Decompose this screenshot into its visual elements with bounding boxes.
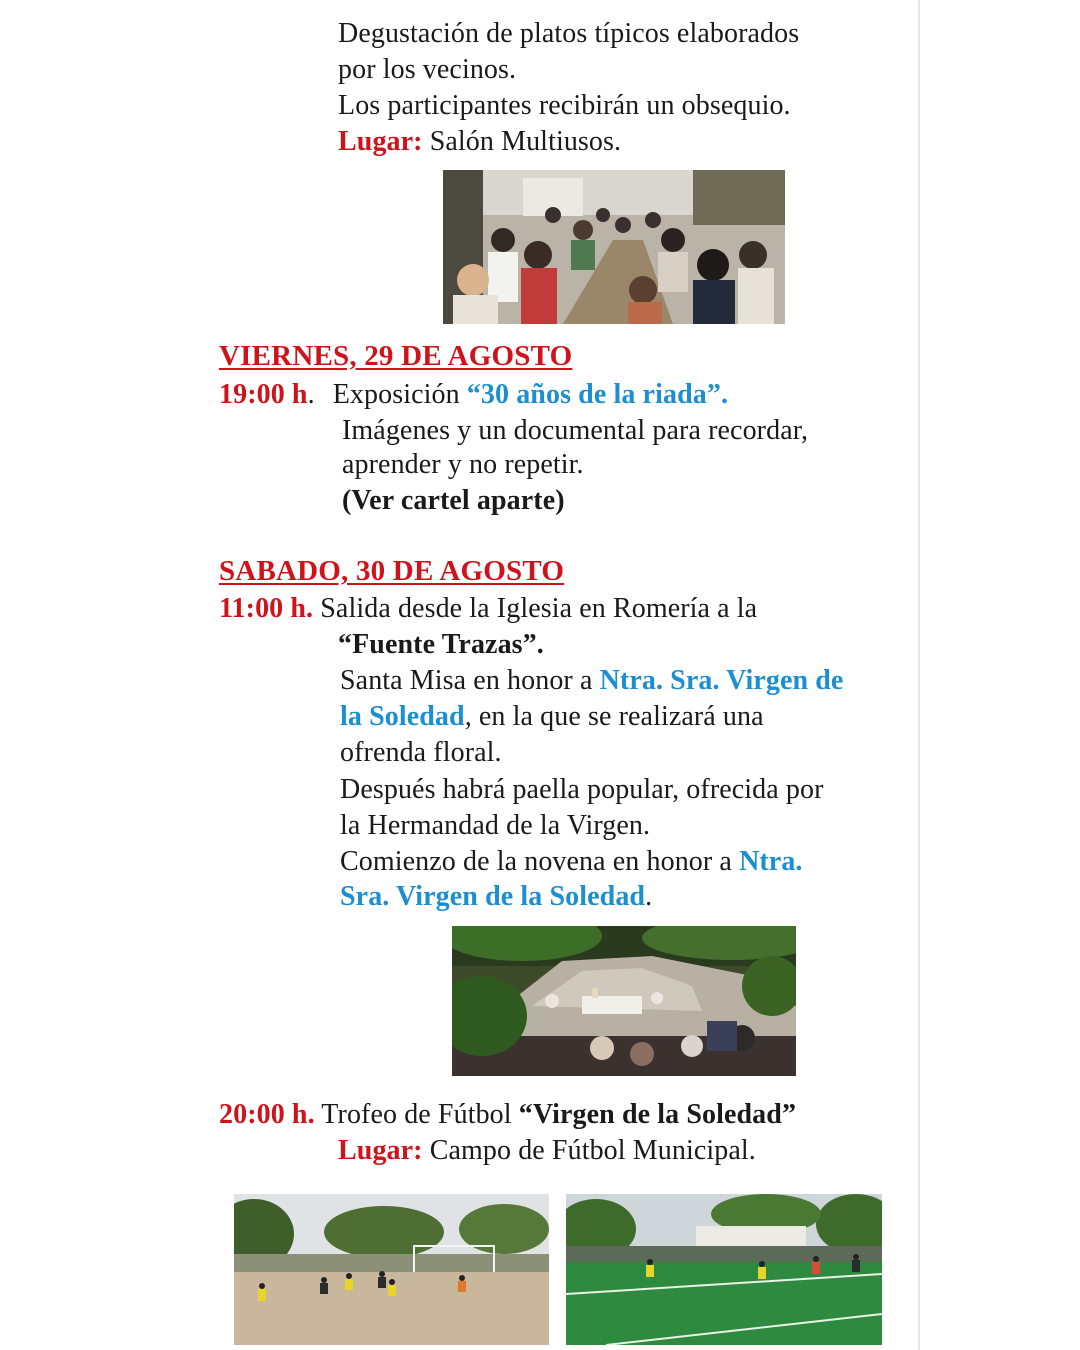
place-label: Lugar:: [338, 126, 423, 157]
football-grass-photo: [566, 1194, 882, 1345]
exhibit-prefix: Exposición: [332, 379, 467, 410]
friday-note: (Ver cartel aparte): [342, 485, 565, 516]
friday-desc-1: Imágenes y un documental para recordar,: [342, 415, 809, 446]
friday-time: 19:00 h: [219, 379, 308, 410]
novena-virgin-part1: Ntra.: [739, 846, 803, 877]
paella-line-1: Después habrá paella popular, ofrecida por: [340, 774, 824, 805]
novena-line-1: [340, 844, 803, 879]
mass-suffix: , en la que se realizará una: [464, 701, 764, 732]
novena-end: .: [645, 881, 653, 912]
paella-line-2: la Hermandad de la Virgen.: [340, 810, 651, 841]
saturday-heading: SABADO, 30 DE AGOSTO: [219, 555, 565, 587]
trophy-place-label: Lugar:: [338, 1135, 423, 1166]
friday-heading: VIERNES, 29 DE AGOSTO: [219, 340, 573, 372]
intro-line-3: Los participantes recibirán un obsequio.: [338, 90, 791, 121]
saturday-time-1: 11:00 h.: [219, 593, 314, 624]
mass-line-2: [340, 699, 764, 734]
intro-line-1: Degustación de platos típicos elaborados: [338, 18, 800, 49]
saturday-time-2: 20:00 h.: [219, 1099, 315, 1130]
trophy-place: [338, 1133, 756, 1168]
novena-line-2: [340, 879, 652, 914]
virgin-name-part1: Ntra. Sra. Virgen de: [599, 665, 844, 696]
trophy-prefix: Trofeo de Fútbol: [314, 1099, 519, 1130]
saturday-event-2: [219, 1097, 796, 1132]
mass-prefix: Santa Misa en honor a: [340, 665, 600, 696]
mass-line-3: ofrenda floral.: [340, 737, 502, 768]
dinner-photo: [443, 170, 785, 324]
intro-line-2: por los vecinos.: [338, 54, 517, 85]
saturday-event-1: [219, 591, 757, 626]
mass-photo: [452, 926, 796, 1076]
place-value: Salón Multiusos.: [422, 126, 622, 157]
right-margin-line: [918, 0, 920, 1350]
football-dirt-photo: [234, 1194, 549, 1345]
virgin-name-part2: la Soledad: [340, 701, 465, 732]
friday-event-line: [219, 377, 728, 412]
trophy-name: “Virgen de la Soledad”: [518, 1099, 797, 1130]
novena-virgin-part2: Sra. Virgen de la Soledad: [340, 881, 646, 912]
novena-prefix: Comienzo de la novena en honor a: [340, 846, 740, 877]
trophy-place-value: Campo de Fútbol Municipal.: [422, 1135, 756, 1166]
mass-line-1: [340, 663, 843, 698]
pilgrimage-text: Salida desde la Iglesia en Romería a la: [313, 593, 758, 624]
friday-time-dot: .: [307, 379, 315, 410]
intro-place: [338, 124, 621, 159]
fountain-name: “Fuente Trazas”.: [338, 629, 544, 660]
friday-desc-2: aprender y no repetir.: [342, 449, 584, 480]
exhibit-title: “30 años de la riada”.: [466, 379, 729, 410]
